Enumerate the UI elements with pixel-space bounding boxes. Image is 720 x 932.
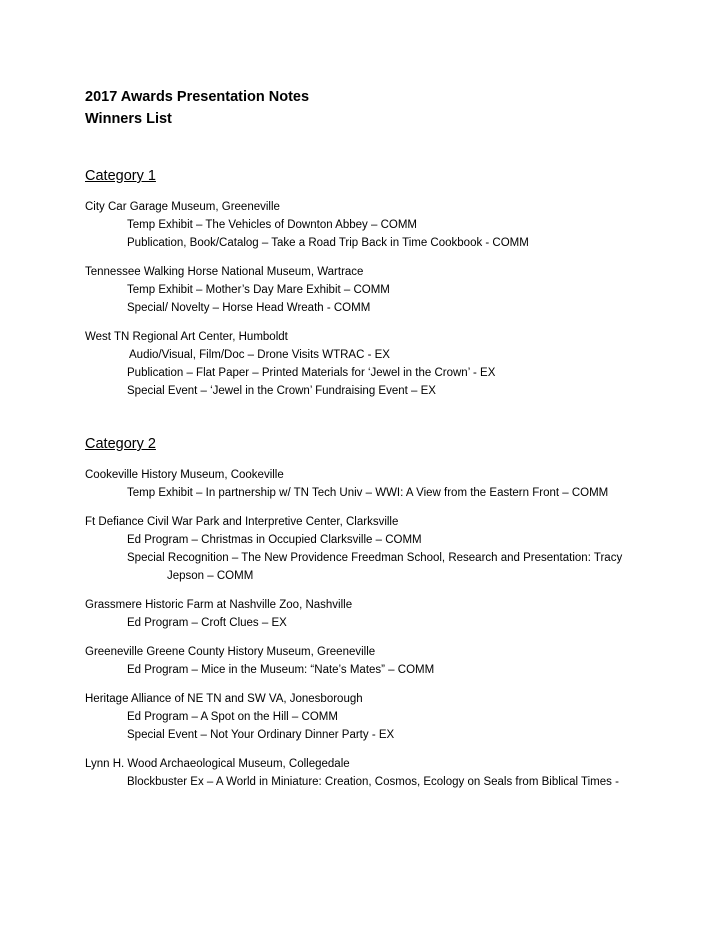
document-page [85, 86, 685, 791]
entry-west-tn-art-center [85, 328, 685, 400]
organization-name: Heritage Alliance of NE TN and SW VA, Jonesborough [85, 693, 363, 705]
award-line: Special Event – Not Your Ordinary Dinner Party - EX [127, 729, 395, 741]
entry-tn-walking-horse [85, 263, 685, 317]
category-heading: Category 1 [85, 168, 156, 184]
entry-lynn-wood-museum [85, 755, 685, 791]
award-line: Ed Program – Mice in the Museum: “Nate’s Mates” – COMM [127, 664, 435, 676]
organization-name: West TN Regional Art Center, Humboldt [85, 331, 288, 343]
award-line: Ed Program – Christmas in Occupied Clarksville – COMM [127, 534, 422, 546]
award-line: Blockbuster Ex – A World in Miniature: Creation, Cosmos, Ecology on Seals from Biblical Times - [127, 776, 619, 788]
organization-name: Grassmere Historic Farm at Nashville Zoo, Nashville [85, 599, 353, 611]
entry-cookeville-history [85, 466, 685, 502]
organization-name: City Car Garage Museum, Greeneville [85, 201, 280, 213]
award-line: Audio/Visual, Film/Doc – Drone Visits WTRAC - EX [129, 349, 390, 361]
award-line: Special/ Novelty – Horse Head Wreath - COMM [127, 302, 371, 314]
document-subtitle: Winners List [85, 111, 172, 127]
document-title: 2017 Awards Presentation Notes [85, 89, 310, 105]
award-line: Special Recognition – The New Providence Freedman School, Research and Presentation: Tracy [127, 552, 623, 564]
award-line: Ed Program – Croft Clues – EX [127, 617, 287, 629]
award-line: Temp Exhibit – The Vehicles of Downton Abbey – COMM [127, 219, 417, 231]
award-line: Publication, Book/Catalog – Take a Road Trip Back in Time Cookbook - COMM [127, 237, 529, 249]
award-line: Temp Exhibit – Mother’s Day Mare Exhibit – COMM [127, 284, 390, 296]
organization-name: Cookeville History Museum, Cookeville [85, 469, 284, 481]
entry-grassmere-farm [85, 596, 685, 632]
category-2-section [85, 434, 685, 791]
organization-name: Tennessee Walking Horse National Museum, Wartrace [85, 266, 364, 278]
entry-ft-defiance [85, 513, 685, 585]
organization-name: Ft Defiance Civil War Park and Interpretive Center, Clarksville [85, 516, 399, 528]
entry-heritage-alliance [85, 690, 685, 744]
entry-city-car-garage [85, 198, 685, 252]
category-1-section [85, 166, 685, 400]
award-line-continuation: Jepson – COMM [167, 570, 254, 582]
organization-name: Greeneville Greene County History Museum, Greeneville [85, 646, 376, 658]
category-heading: Category 2 [85, 436, 156, 452]
entry-greeneville-greene-county [85, 643, 685, 679]
award-line: Temp Exhibit – In partnership w/ TN Tech Univ – WWI: A View from the Eastern Front – COMM [127, 487, 609, 499]
organization-name: Lynn H. Wood Archaeological Museum, Collegedale [85, 758, 350, 770]
award-line: Publication – Flat Paper – Printed Materials for ‘Jewel in the Crown’ - EX [127, 367, 496, 379]
award-line: Special Event – ‘Jewel in the Crown’ Fundraising Event – EX [127, 385, 436, 397]
award-line: Ed Program – A Spot on the Hill – COMM [127, 711, 338, 723]
